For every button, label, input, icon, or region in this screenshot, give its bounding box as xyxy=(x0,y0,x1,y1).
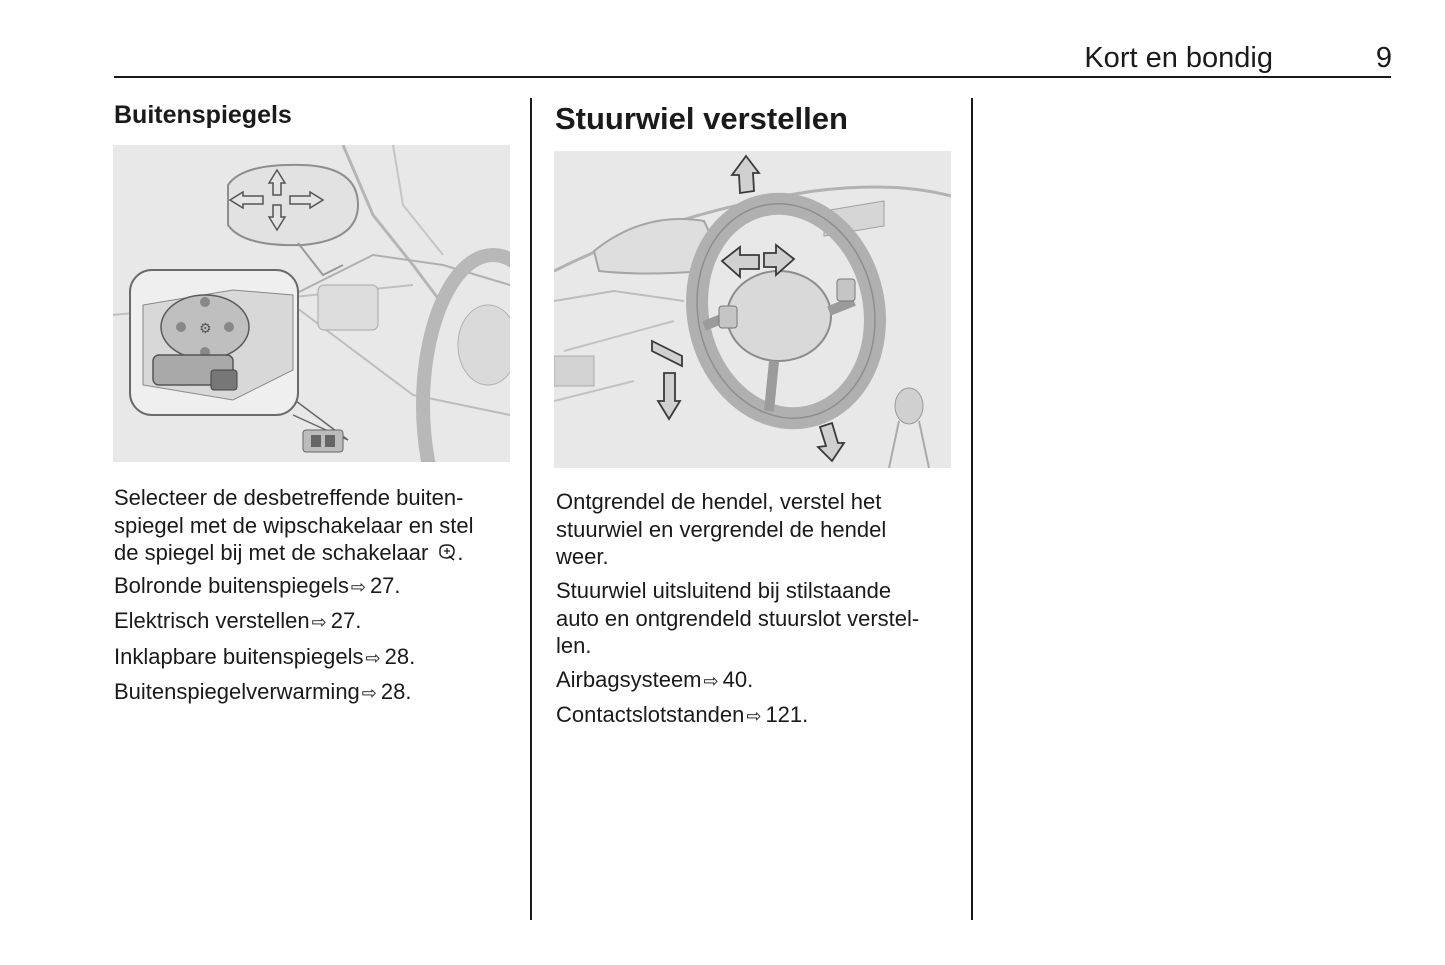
reference-arrow-icon: ⇨ xyxy=(703,671,719,691)
reference-arrow-icon: ⇨ xyxy=(746,706,762,726)
warning-line-2: auto en ontgrendeld stuurslot verstel- xyxy=(556,605,920,631)
cross-ref-text: Bolronde buitenspiegels xyxy=(114,573,349,598)
cross-ref-verwarming[interactable] xyxy=(114,678,411,708)
instructions-line-2: stuurwiel en vergrendel de hendel xyxy=(556,516,887,542)
mirror-instructions-line-1: Selecteer de desbetreffende buiten- xyxy=(114,485,464,510)
mirror-instructions-end: . xyxy=(457,540,464,565)
reference-arrow-icon: ⇨ xyxy=(311,612,327,632)
reference-arrow-icon: ⇨ xyxy=(350,577,366,597)
mirror-instructions-line-3: de spiegel bij met de schakelaar xyxy=(114,540,429,565)
svg-text:⚙: ⚙ xyxy=(199,321,212,337)
mirror-instructions-line-2: spiegel met de wipschakelaar en stel xyxy=(114,512,474,538)
cross-ref-page: 40. xyxy=(722,667,754,692)
steering-wheel-warning xyxy=(556,577,956,660)
reference-arrow-icon: ⇨ xyxy=(361,683,377,703)
cross-ref-page: 28. xyxy=(380,679,412,704)
mirror-adjust-switch-icon xyxy=(437,541,457,561)
cross-ref-elektrisch[interactable] xyxy=(114,607,361,637)
page-number: 9 xyxy=(1375,42,1392,74)
cross-ref-contactslotstanden[interactable] xyxy=(556,701,808,731)
cross-ref-page: 121. xyxy=(765,702,809,727)
cross-ref-page: 28. xyxy=(384,644,416,669)
reference-arrow-icon: ⇨ xyxy=(365,648,381,668)
cross-ref-text: Airbagsysteem xyxy=(556,667,702,692)
column-divider-1 xyxy=(530,98,532,920)
instructions-line-3: weer. xyxy=(556,544,609,569)
cross-ref-inklapbare[interactable] xyxy=(114,643,415,673)
section-heading-buitenspiegels: Buitenspiegels xyxy=(114,101,292,129)
steering-wheel-instructions xyxy=(556,488,956,571)
cross-ref-page: 27. xyxy=(330,608,362,633)
cross-ref-text: Inklapbare buitenspiegels xyxy=(114,644,364,669)
mirror-adjustment-illustration xyxy=(113,145,510,462)
cross-ref-text: Contactslotstanden xyxy=(556,702,745,727)
header-rule xyxy=(114,76,1391,78)
steering-wheel-adjustment-illustration xyxy=(554,151,951,468)
cross-ref-text: Buitenspiegelverwarming xyxy=(114,679,360,704)
warning-line-3: len. xyxy=(556,633,592,658)
section-heading-stuurwiel: Stuurwiel verstellen xyxy=(555,101,848,136)
cross-ref-page: 27. xyxy=(369,573,401,598)
warning-line-1: Stuurwiel uitsluitend bij stilstaande xyxy=(556,578,892,603)
mirror-instructions xyxy=(114,484,514,567)
cross-ref-bolronde[interactable] xyxy=(114,572,401,602)
instructions-line-1: Ontgrendel de hendel, verstel het xyxy=(556,489,882,514)
cross-ref-text: Elektrisch verstellen xyxy=(114,608,310,633)
cross-ref-airbagsysteem[interactable] xyxy=(556,666,753,696)
column-divider-2 xyxy=(971,98,973,920)
running-header-title: Kort en bondig xyxy=(1084,42,1273,74)
